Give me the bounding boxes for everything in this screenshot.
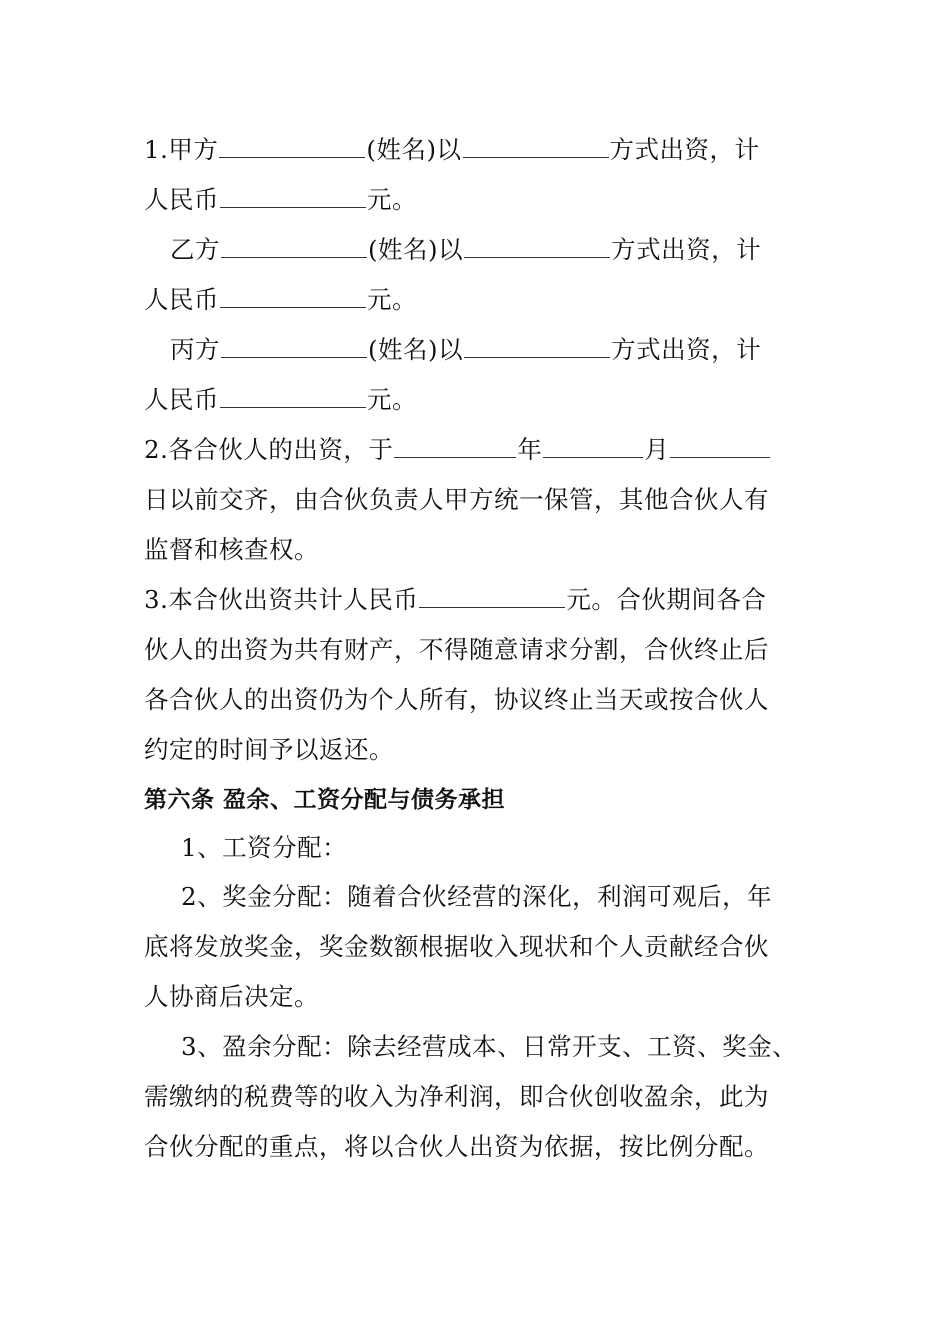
item1b-line1 — [170, 233, 761, 267]
item1-label: 1.甲方 — [144, 135, 219, 164]
item3-rest: 元。合伙期间各合 — [566, 585, 767, 614]
surplus-line3: 合伙分配的重点，将以合伙人出资为依据，按比例分配。 — [144, 1132, 769, 1161]
amount-blank — [220, 283, 366, 308]
item1b-line2 — [144, 283, 417, 317]
item3-line2: 伙人的出资为共有财产，不得随意请求分割，合伙终止后 — [144, 635, 769, 664]
name-label: (姓名)以 — [366, 135, 462, 164]
surplus-line2: 需缴纳的税费等的收入为净利润，即合伙创收盈余，此为 — [144, 1082, 769, 1111]
method-blank — [464, 233, 610, 258]
name-label: (姓名)以 — [368, 235, 464, 264]
party-b-label: 乙方 — [170, 235, 220, 264]
bonus-line2: 底将发放奖金，奖金数额根据收入现状和个人贡献经合伙 — [144, 932, 769, 961]
method-label: 方式出资，计 — [611, 335, 762, 364]
item1c-line2 — [144, 383, 417, 417]
item3-label: 3.本合伙出资共计人民币 — [144, 585, 419, 614]
wage-distribution: 1、工资分配： — [181, 833, 348, 862]
name-blank — [219, 133, 365, 158]
method-label: 方式出资，计 — [609, 135, 760, 164]
item3-line4: 约定的时间予以返还。 — [144, 735, 394, 764]
yuan-label: 元。 — [367, 285, 417, 314]
month-blank — [543, 433, 643, 458]
item2-line2: 日以前交齐，由合伙负责人甲方统一保管，其他合伙人有 — [144, 485, 769, 514]
item3-line1 — [144, 583, 766, 617]
month-label: 月 — [644, 435, 670, 464]
item1-line1 — [144, 133, 760, 167]
year-blank — [394, 433, 516, 458]
amount-blank — [220, 383, 366, 408]
name-blank — [221, 233, 367, 258]
item1c-line1 — [170, 333, 761, 367]
day-blank — [670, 433, 770, 458]
rmb-label: 人民币 — [144, 185, 219, 214]
yuan-label: 元。 — [367, 185, 417, 214]
bonus-line3: 人协商后决定。 — [144, 982, 319, 1011]
rmb-label: 人民币 — [144, 385, 219, 414]
item2-label: 2.各合伙人的出资，于 — [144, 435, 394, 464]
rmb-label: 人民币 — [144, 285, 219, 314]
item3-line3: 各合伙人的出资仍为个人所有，协议终止当天或按合伙人 — [144, 685, 769, 714]
bonus-line1: 2、奖金分配：随着合伙经营的深化，利润可观后，年 — [181, 882, 773, 911]
total-amount-blank — [419, 583, 565, 608]
method-blank — [463, 133, 609, 158]
method-blank — [464, 333, 610, 358]
item1-line2 — [144, 183, 417, 217]
year-label: 年 — [517, 435, 543, 464]
yuan-label: 元。 — [367, 385, 417, 414]
item2-line3: 监督和核查权。 — [144, 535, 319, 564]
item2-line1 — [144, 433, 771, 467]
party-c-label: 丙方 — [170, 335, 220, 364]
surplus-line1: 3、盈余分配：除去经营成本、日常开支、工资、奖金、 — [181, 1032, 798, 1061]
name-label: (姓名)以 — [368, 335, 464, 364]
amount-blank — [220, 183, 366, 208]
method-label: 方式出资，计 — [611, 235, 762, 264]
section6-heading: 第六条 盈余、工资分配与债务承担 — [144, 787, 506, 813]
name-blank — [221, 333, 367, 358]
